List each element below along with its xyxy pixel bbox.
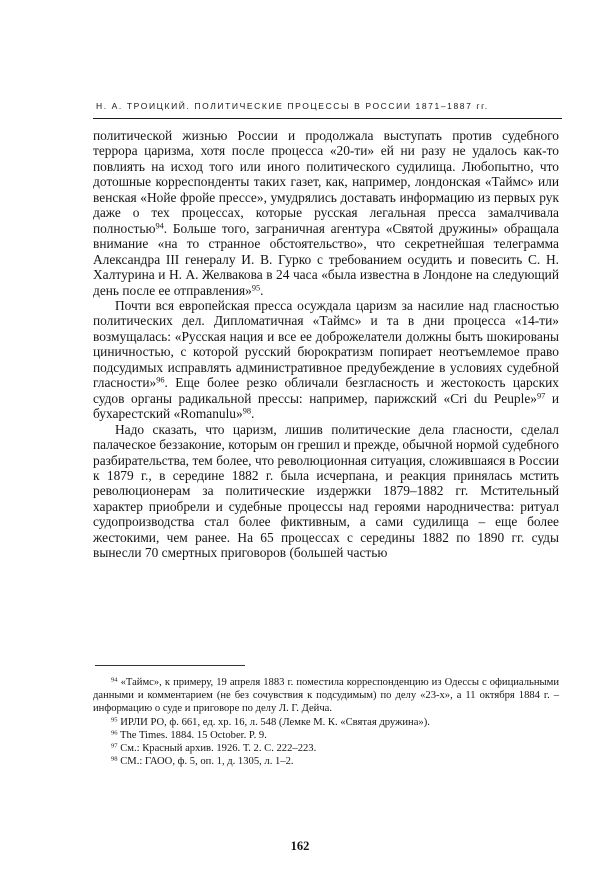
footnote-separator bbox=[95, 665, 245, 666]
footnote-text: СМ.: ГАОО, ф. 5, оп. 1, д. 1305, л. 1–2. bbox=[117, 756, 294, 768]
paragraph-text: политической жизнью России и продолжала выступать против судебного террора царизма, хотя после процесса «20-ти» ей ни разу не удалось как-то повлиять на исход того или иного политического судилища. Любопытно, что дотошные корреспонденты таких газет, как, например, лондонская «Таймс» или венская «Нойе фройе прессе», умудрялись доставать информацию из первых рук даже о тех процессах, которые русская легальная пресса замалчивала полностью bbox=[93, 128, 559, 236]
footnote-text: ИРЛИ РО, ф. 661, ед. хр. 16, л. 548 (Лемке М. К. «Святая дружина»). bbox=[117, 716, 430, 728]
paragraph-text: и бухарестский «Romanulu» bbox=[93, 390, 560, 422]
footnote bbox=[93, 676, 559, 716]
footnote-text: См.: Красный архив. 1926. Т. 2. С. 222–223. bbox=[117, 743, 317, 755]
footnote-text: «Таймс», к примеру, 19 апреля 1883 г. поместила корреспонденцию из Одессы с официальными данными и комментарием (не без сочувствия к подсудимым) по делу «23-х», а 11 октября 1884 г. – информацию о суде и приговоре по делу Л. Г. Дейча. bbox=[93, 677, 559, 715]
paragraph-text: Почти вся европейская пресса осуждала царизм за насилие над гласностью политических дел. Дипломатичная «Таймс» и та в дни процесса «14-ти» возмущалась: «Русская нация и все ее доброжелатели должны быть шокированы циничностью, с которой русский бюрократизм попирает неотъемлемое право подсудимых исправлять административное предубеждение в условиях судебной гласности» bbox=[93, 297, 559, 391]
footnote-ref: 96 bbox=[156, 375, 165, 385]
footnote-number: 95 bbox=[111, 716, 118, 723]
paragraph-text: . Еще более резко обличали безгласность и жестокость царских судов органы радикальной прессы: например, парижский «Cri du Peuple» bbox=[93, 375, 559, 406]
paragraph-text: . Больше того, заграничная агентура «Святой дружины» обращала внимание «на то странное обстоятельство», что секретнейшая телеграмма Александра III генералу И. В. Гурко с требованием осудить и повесить С. Н. Халтурина и Н. А. Желвакова в 24 часа «была известна в Лондоне на следующий день после ее отправления» bbox=[93, 220, 559, 298]
paragraph-text: Надо сказать, что царизм, лишив политические дела гласности, сделал палаческое беззаконие, которым он грешил и прежде, обычной нормой судебного разбирательства, тем более, что революционная ситуация, сложившаяся в России к 1879 г., в середине 1882 г. была исчерпана, и реакция принялась мстить революционерам за политические издержки 1879–1882 гг. Мстительный характер приобрели и судебные процессы над героями народничества: ритуал судопроизводства стал более фиктивным, а сами судилища – еще более жестокими, чем ранее. На 65 процессах с середины 1882 по 1890 гг. суды вынесли 70 смертных приговоров (большей частью bbox=[93, 421, 559, 561]
main-text bbox=[93, 128, 559, 561]
footnote-number: 98 bbox=[111, 755, 118, 763]
footnote-ref: 98 bbox=[242, 406, 251, 416]
paragraph bbox=[93, 422, 559, 561]
footnote bbox=[93, 742, 559, 755]
footnote bbox=[93, 729, 559, 742]
header-rule bbox=[93, 118, 562, 119]
paragraph-text: . bbox=[251, 406, 255, 422]
footnote-ref: 94 bbox=[155, 221, 164, 231]
page-number: 162 bbox=[290, 839, 310, 853]
paragraph-text: . bbox=[260, 282, 264, 298]
footnote bbox=[93, 716, 559, 729]
footnote-number: 97 bbox=[111, 742, 118, 750]
paragraph bbox=[93, 298, 559, 422]
footnote-text: The Times. 1884. 15 October. P. 9. bbox=[117, 729, 267, 741]
footnotes bbox=[93, 676, 559, 768]
footnote bbox=[93, 755, 559, 768]
paragraph bbox=[93, 128, 559, 298]
footnote-ref: 95 bbox=[251, 282, 261, 292]
footnote-ref: 97 bbox=[536, 391, 546, 401]
footnote-number: 94 bbox=[111, 676, 118, 684]
footnote-number: 96 bbox=[111, 729, 118, 737]
running-header: Н. А. ТРОИЦКИЙ. ПОЛИТИЧЕСКИЕ ПРОЦЕССЫ В РОССИИ 1871–1887 гг. bbox=[96, 101, 489, 111]
